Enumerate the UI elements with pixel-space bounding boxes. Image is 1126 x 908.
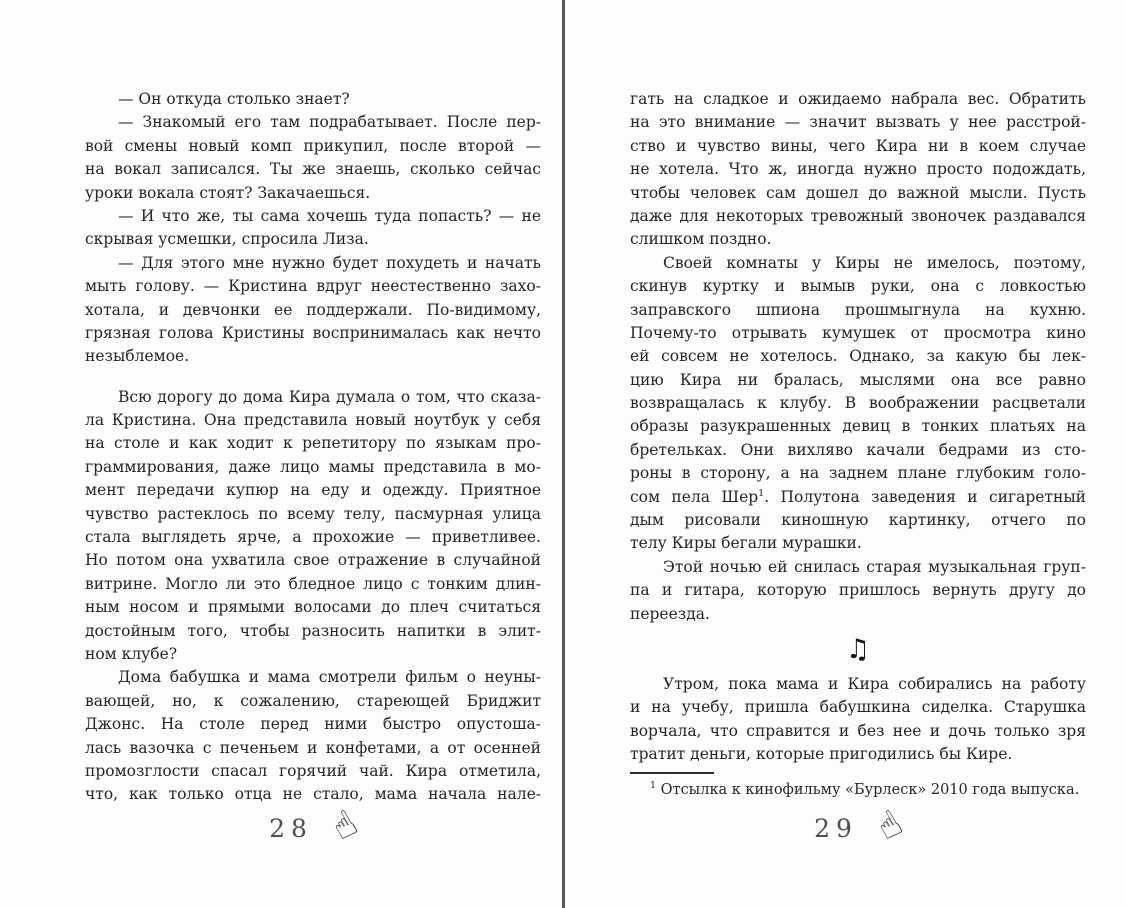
text-line: дым рисовали киношную картинку, отчего по — [630, 511, 1086, 530]
text-line: вой смены новый комп прикупил, после второй — — [85, 136, 541, 155]
paragraph — [630, 556, 1086, 626]
text-line: что, как только отца не стало, мама начала нале- — [85, 785, 541, 804]
text-line: Дома бабушка и мама смотрели фильм о неуны- — [118, 668, 541, 687]
footnote — [630, 772, 1086, 801]
text-line: тратит деньги, которые пригодились бы Кире. — [630, 745, 1013, 764]
text-line: скинув куртку и вымыв руки, она с ловкостью — [630, 277, 1086, 296]
text-line: — И что же, ты сама хочешь туда попасть? — не — [118, 206, 541, 225]
page-number-left: 28 — [269, 813, 313, 843]
text-line: ном клубе? — [85, 644, 178, 663]
text-line: Всю дорогу до дома Кира думала о том, что сказа- — [118, 387, 541, 406]
text-line: не хотела. Что ж, иногда нужно просто подождать, — [630, 160, 1086, 179]
text-line: Этой ночью ей снилась старая музыкальная груп- — [663, 557, 1086, 576]
text-line: заправского шпиона прошмыгнула на кухню. — [630, 300, 1086, 319]
text-line: ворчала, что справится и без нее и дочь только зря — [630, 721, 1086, 740]
text-line: бретельках. Они вихляво качали бедрами из сто- — [630, 440, 1086, 459]
text-line: слишком поздно. — [630, 230, 772, 249]
text-line: — Знакомый его там подрабатывает. После пер- — [118, 113, 541, 132]
paragraph — [630, 673, 1086, 767]
text-line: переезда. — [630, 604, 710, 623]
text-line: на вокал записался. Ты же знаешь, сколько сейчас — [85, 160, 541, 179]
text-line: роны в сторону, а на заднем плане глубоким голо- — [630, 464, 1086, 483]
music-note-icon: ♫ — [845, 633, 871, 665]
text-line: достойным того, чтобы разносить напитки в элит- — [85, 621, 541, 640]
paragraph — [85, 666, 541, 806]
text-line: грязная голова Кристины воспринималась как нечто — [85, 323, 541, 342]
text-line: лась вазочка с печеньем и конфетами, а от осенней — [85, 738, 541, 757]
text-line: чтобы человек сам дошел до важной мысли. Пусть — [630, 183, 1086, 202]
text-line: Почему-то отрывать кумушек от просмотра кино — [630, 323, 1086, 342]
text-line: Своей комнаты у Киры не имелось, поэтому, — [663, 253, 1086, 272]
paragraph — [630, 252, 1086, 556]
paragraph — [630, 88, 1086, 252]
page-divider — [562, 0, 565, 908]
text-line: скрывая усмешки, спросила Лиза. — [85, 230, 369, 249]
page-right-footer — [630, 802, 1086, 854]
text-line: ла Кристина. Она представила новый ноутбук у себя — [85, 411, 541, 430]
text-line: на это внимание — значит вызвать у нее расстрой- — [630, 113, 1086, 132]
footnote-rule — [630, 772, 714, 774]
text-line: Утром, пока мама и Кира собирались на работу — [663, 674, 1086, 693]
text-line: гать на сладкое и ожидаемо набрала вес. Обратить — [630, 90, 1086, 108]
text-line: цию Кира ни бралась, мыслями она все равно — [630, 370, 1086, 389]
text-line: па и гитара, которую пришлось вернуть другу до — [630, 581, 1086, 600]
text-line: стала выглядеть ярче, а прохожие — приветливее. — [85, 528, 541, 547]
text-line: образы разукрашенных девиц в тонких платьях на — [630, 417, 1086, 436]
text-line: сом пела Шер$^1$. Полутона заведения и сигаретный — [630, 487, 1086, 506]
footnote-line: $^1$ Отсылка к кинофильму «Бурлеск» 2010 года выпуска. — [650, 779, 1080, 798]
text-line: мент передачи купюр на еду и одежду. Приятное — [85, 481, 541, 500]
text-line: телу Киры бегали мурашки. — [630, 534, 862, 553]
text-line: — Он откуда столько знает? — [118, 90, 350, 108]
text-line: вающей, но, к сожалению, стареющей Бриджит — [85, 691, 541, 710]
paragraph — [85, 111, 541, 205]
text-line: мыть голову. — Кристина вдруг неестественно захо- — [85, 277, 541, 296]
text-line: уроки вокала стоят? Закачаешься. — [85, 183, 371, 202]
page-left-text — [85, 88, 541, 807]
paragraph — [85, 386, 541, 667]
text-line: ство и чувство вины, чего Кира ни в коем случае — [630, 136, 1086, 155]
page-number-right: 29 — [814, 813, 858, 843]
text-line: Джонс. На столе перед ними быстро опустоша- — [85, 715, 541, 734]
text-line: даже для некоторых тревожный звоночек раздавался — [630, 206, 1086, 225]
text-line: — Для этого мне нужно будет похудеть и начать — [118, 253, 541, 272]
paragraph — [85, 88, 541, 111]
text-line: незыблемое. — [85, 347, 190, 366]
text-line: граммирования, даже лицо мамы представила в мо- — [85, 457, 541, 476]
page-left-footer — [85, 802, 541, 854]
text-line: возвращалась к клубу. В воображении расцветали — [630, 394, 1086, 413]
text-line: промозглости спасал горячий чай. Кира отметила, — [85, 761, 541, 780]
text-line: и на учебу, пришла бабушкина сиделка. Старушка — [630, 698, 1086, 717]
text-line: ей совсем не хотелось. Однако, за какую бы лек- — [630, 347, 1086, 366]
text-line: на столе и как ходит к репетитору по языкам про- — [85, 434, 541, 453]
paragraph — [85, 252, 541, 369]
hand-cursor-icon[interactable]: ☝ — [324, 802, 365, 850]
text-line: Но потом она ухватила свое отражение в случайной — [85, 551, 541, 570]
paragraph — [85, 205, 541, 252]
text-line: ным носом и прямыми волосами до плеч считаться — [85, 598, 541, 617]
hand-cursor-icon[interactable]: ☝ — [869, 802, 910, 850]
text-line: хотала, и девчонки ее поддержали. По-видимому, — [85, 300, 541, 319]
page-right-text — [630, 88, 1086, 801]
text-line: витрине. Могло ли это бледное лицо с тонким длин- — [85, 574, 541, 593]
text-line: чувство растеклось по всему телу, пасмурная улица — [85, 504, 541, 523]
